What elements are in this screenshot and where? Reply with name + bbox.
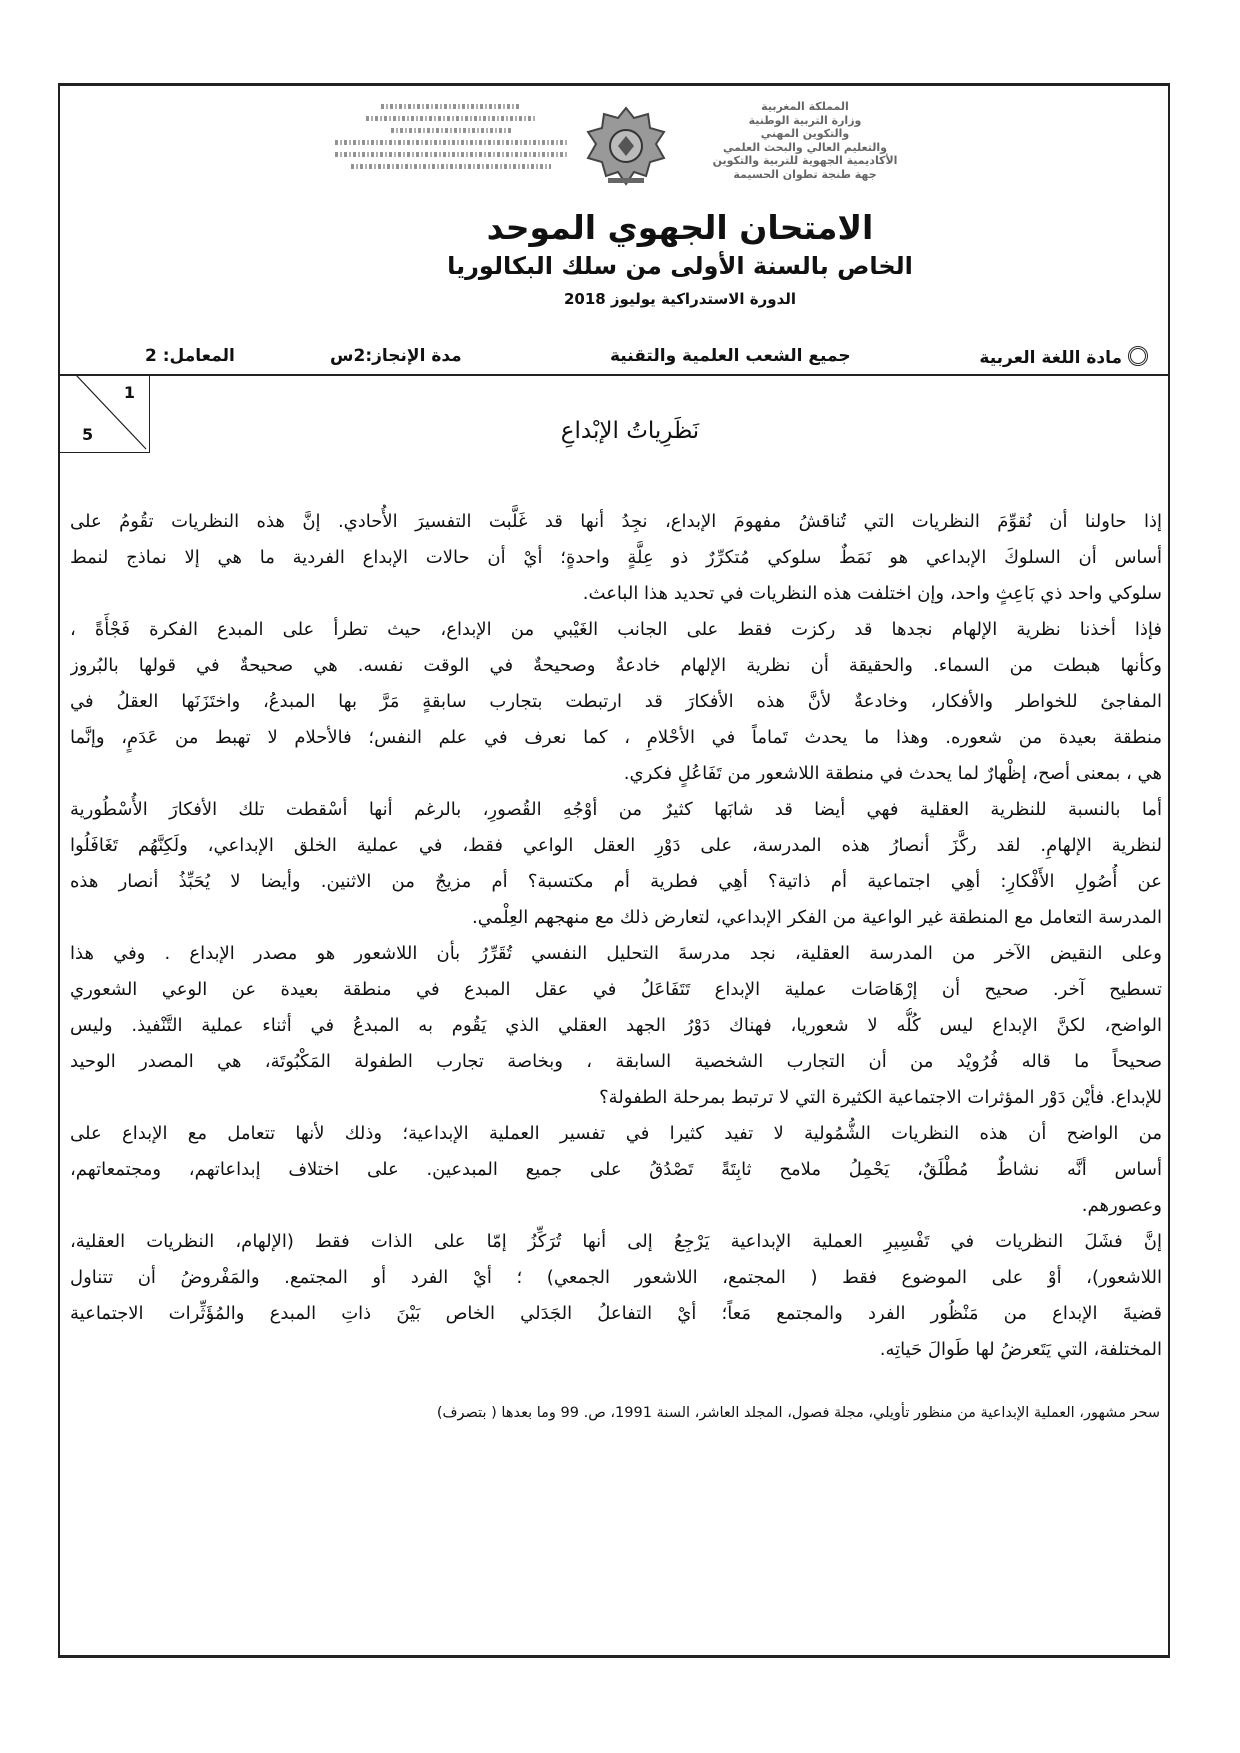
exam-session: الدورة الاستدراكية يوليوز 2018 xyxy=(563,290,797,308)
text-title: نَظَرِياتُ الإبْداعِ xyxy=(560,418,700,444)
text-line: سلوكي واحد ذي بَاعِثٍ واحد، وإن اختلفت هذه النظريات في تحديد هذا الباعث. xyxy=(582,583,1162,604)
text-line: للإبداع. فأيْن دَوْر المؤثرات الاجتماعية الكثيرة التي لا ترتبط بمرحلة الطفولة؟ xyxy=(599,1087,1162,1108)
page-number-box xyxy=(58,375,150,453)
coefficient-label: المعامل: 2 xyxy=(145,346,235,366)
exam-title: الامتحان الجهوي الموحد xyxy=(486,208,874,247)
paragraph xyxy=(70,936,1162,1116)
paragraph xyxy=(70,1116,1162,1224)
text-line: لنظرية الإلهامِ. لقد ركَّزَ أنصارُ هذه المدرسة، على دَوْرِ العقل الواعي فقط، في عملية الخلق الإبداعي، ولَكِنَّهُم تَغَافَلُوا xyxy=(70,835,1162,856)
text-line: إذا حاولنا أن نُقوِّمَ النظريات التي تُناقشُ مفهومَ الإبداع، نجِدُ أنها قد غَلَّبت التفسيرَ الأُحادي. إنَّ هذه النظريات تقُومُ على xyxy=(70,511,1162,532)
paragraph xyxy=(70,1224,1162,1368)
text-line: الواضح، لكنَّ الإبداع ليس كُلُّه لا شعوريا، فهناك دَوْرُ الجهد العقلي الذي يَقُوم به المبدعُ في أثناء عملية التَّنْفيذ. وليس xyxy=(70,1015,1162,1036)
ministry-line: وزارة التربية الوطنية xyxy=(748,113,862,127)
exam-subtitle: الخاص بالسنة الأولى من سلك البكالوريا xyxy=(447,252,913,280)
text-line: المدرسة التعامل مع المنطقة غير الواعية من الفكر الإبداعي، لتعارض ذلك مع منهجهم العِلْمي. xyxy=(472,907,1162,928)
paragraph xyxy=(70,504,1162,612)
header-separator xyxy=(58,374,1170,376)
text-line: صحيحاً ما قاله فُرُويْد من أن التجارب الشخصية السابقة ، وبخاصة تجارب الطفولة المَكْبُوتَة، هي المصدر الوحيد xyxy=(70,1051,1162,1072)
ministry-line: المملكة المغربية xyxy=(761,100,849,113)
subject-label xyxy=(979,346,1148,368)
duration-label: مدة الإنجاز:2س xyxy=(330,346,462,366)
paragraph xyxy=(70,792,1162,936)
text-line: عن أُصُولِ الأَفْكارِ: أهِي اجتماعية أم ذاتية؟ أهِي فطرية أم مكتسبة؟ أم مزيجٌ من الاثنين. وأيضا لا يُحَبِّذُ أنصار هذه xyxy=(70,871,1162,892)
body-text xyxy=(70,504,1162,1368)
subject-text: مادة اللغة العربية xyxy=(979,348,1122,368)
page-number: 1 xyxy=(123,383,135,402)
source-citation: سحر مشهور، العملية الإبداعية من منظور تأويلي، مجلة فصول، المجلد العاشر، السنة 1991، ص. 99 وما بعدها ( بتصرف) xyxy=(436,1405,1160,1421)
text-line: قضيةَ الإبداع من مَنْظُور الفرد والمجتمع مَعاً؛ أيْ التفاعلُ الجَدَلي الخاص بَيْنَ ذاتِ المبدع والمُؤَثِّرات الاجتماعية xyxy=(70,1303,1162,1324)
text-line: وكأنها هبطت من السماء. والحقيقة أن نظرية الإلهام خادعةٌ وصحيحةٌ في الوقت نفسه. هي صحيحةٌ في قولها بالبُروز xyxy=(70,655,1162,676)
text-line: من الواضح أن هذه النظريات الشُّمُولية لا تفيد كثيرا في تفسير العملية الإبداعية؛ وذلك لأنها تتعامل مع الإبداع على xyxy=(70,1123,1162,1144)
text-line: منطقة بعيدة من شعوره. وهذا ما يحدث تَماماً في الأحْلامِ ، كما نعرف في علم النفس؛ فالأحلام لا تهبط من عَدَمٍ، وإنَّما xyxy=(70,727,1162,748)
text-line: أساس أن السلوكَ الإبداعي هو نَمَطٌ سلوكي مُتكرِّرٌ ذو عِلَّةٍ واحدةٍ؛ أيْ أن حالات الإبداع الفردية ما هي إلا نماذج لنمط xyxy=(70,547,1162,568)
sun-bullet-icon xyxy=(1128,346,1148,366)
kingdom-emblem-icon xyxy=(578,104,674,188)
ministry-header xyxy=(690,100,920,181)
ministry-line: والتكوين المهني xyxy=(760,127,850,140)
text-line: فإذا أخذنا نظرية الإلهام نجدها قد ركزت فقط على الجانب الغَيْبي من الإبداع، حيث تطرأ على المبدع الفكرة فَجْأَةً ، xyxy=(70,619,1162,640)
diagonal-divider xyxy=(58,375,150,453)
paragraph xyxy=(70,612,1162,792)
ministry-line: جهة طنجة تطوان الحسيمة xyxy=(733,167,877,181)
text-line: تسطيح آخر. صحيح أن إرْهَاصَات عملية الإبداع تَتَفَاعَلُ في عقل المبدع في منطقة بعيدة عن الوعي الشعوري xyxy=(70,979,1162,1000)
text-line: وعصورهم. xyxy=(1081,1195,1162,1216)
ministry-line: الأكاديمية الجهوية للتربية والتكوين xyxy=(712,154,898,167)
page-total: 5 xyxy=(82,425,94,444)
text-line: أما بالنسبة للنظرية العقلية فهي أيضا قد شابَها كثيرٌ من أوْجُهِ القُصورِ، بالرغم أنها أسْقطت تلك الأفكارَ الأُسْطُورية xyxy=(70,799,1162,820)
text-line: هي ، بمعنى أصح، إظْهارٌ لما يحدث في منطقة اللاشعور من تَفَاعُلٍ فكري. xyxy=(623,763,1162,784)
text-line: أساس أنَّه نشاطٌ مُطْلَقٌ، يَحْمِلُ ملامح ثابِتَةً تَصْدُقُ على جميع المبدعين. على اختلاف إبداعاتهم، ومجتمعاتهم، xyxy=(70,1159,1162,1180)
text-line: وعلى النقيض الآخر من المدرسة العقلية، نجد مدرسةَ التحليل النفسي تُقَرِّرُ بأن اللاشعور هو مصدر الإبداع . وفي هذا xyxy=(70,943,1162,964)
streams-label: جميع الشعب العلمية والتقنية xyxy=(610,346,851,366)
text-line: اللاشعور)، أوْ على الموضوع فقط ( المجتمع، اللاشعور الجمعي) ؛ أيْ الفرد أو المجتمع. والمَفْروضُ أن تتناول xyxy=(70,1267,1162,1288)
text-line: المختلفة، التي يَتَعرضُ لها طَوالَ حَياتِه. xyxy=(879,1339,1162,1360)
tifinagh-header-logo-text xyxy=(335,104,567,176)
ministry-line: والتعليم العالي والبحث العلمي xyxy=(723,140,887,154)
text-line: إنَّ فشَلَ النظريات في تَفْسِيرِ العملية الإبداعية يَرْجِعُ إلى أنها تُرَكِّزُ إمّا على الذات فقط (الإلهام، النظريات العقلية، xyxy=(70,1231,1162,1252)
text-line: المفاجئ للخواطر والأفكار، وخادعةٌ لأنَّ هذه الأفكارَ قد ارتبطت بتجارب سابقةٍ مَرَّ بها المبدعُ، واختَزَنَها العقلُ في xyxy=(70,691,1162,712)
